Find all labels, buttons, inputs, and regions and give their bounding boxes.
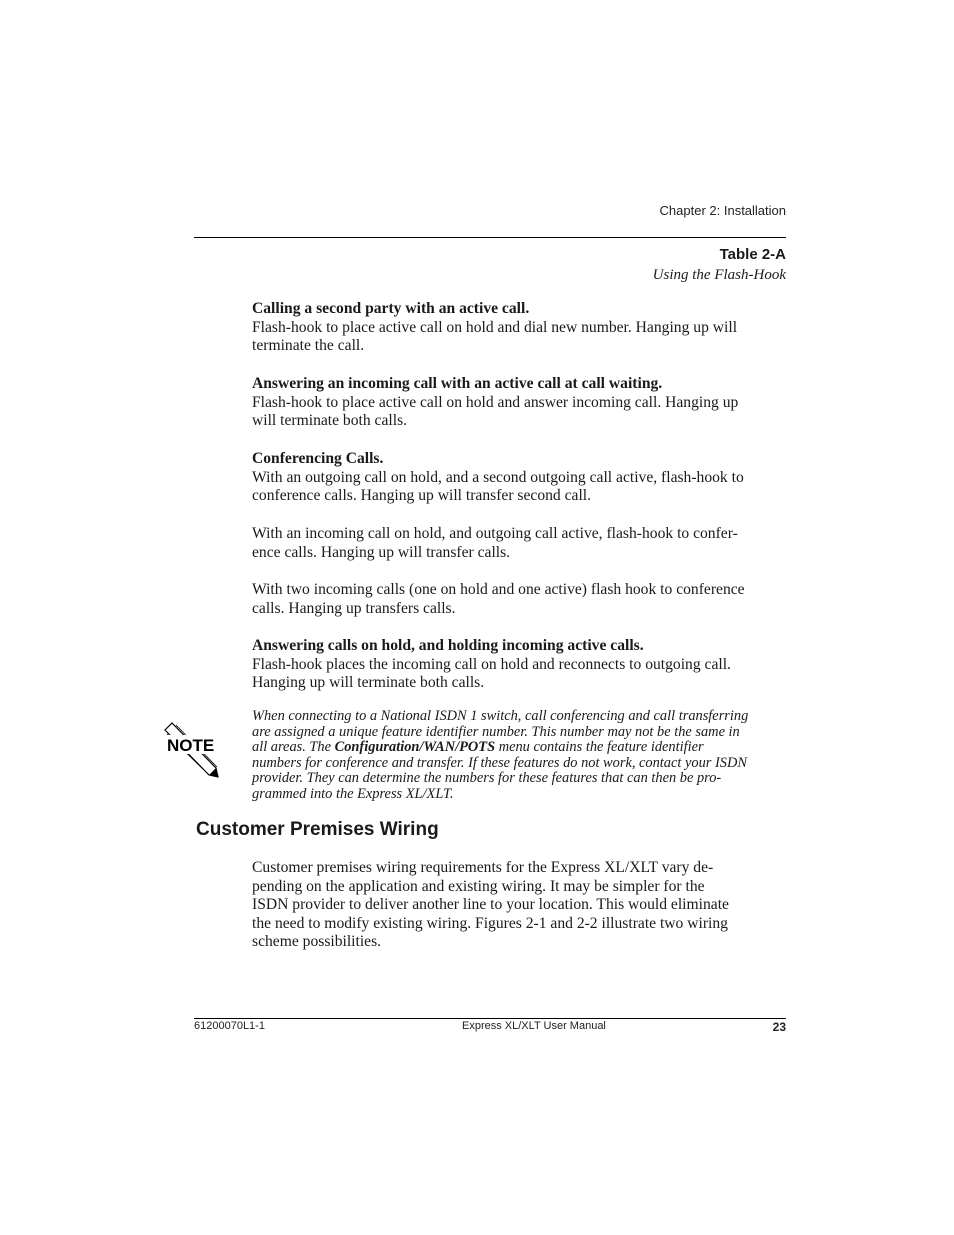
section-heading: Conferencing Calls. xyxy=(252,450,384,467)
footer-doc-number: 61200070L1-1 xyxy=(194,1020,265,1032)
body-line: scheme possibilities. xyxy=(252,933,382,951)
section-heading: Calling a second party with an active call. xyxy=(252,300,530,317)
body-line: Customer premises wiring requirements for the Express XL/XLT vary de- xyxy=(252,859,714,876)
body-line: pending on the application and existing wiring. It may be simpler for the xyxy=(252,877,705,895)
body-line: Flash-hook to place active call on hold and dial new number. Hanging up will xyxy=(252,318,738,336)
header-divider xyxy=(194,237,786,238)
body-line: With two incoming calls (one on hold and one active) flash hook to conference xyxy=(252,581,745,598)
note-line: numbers for conference and transfer. If these features do not work, contact your ISDN xyxy=(252,754,747,771)
note-line: provider. They can determine the numbers for these features that can then be pro- xyxy=(252,770,722,787)
note-line: When connecting to a National ISDN 1 switch, call conferencing and call transferring xyxy=(252,708,749,724)
section-heading: Answering calls on hold, and holding incoming active calls. xyxy=(252,637,644,654)
section-answering-hold xyxy=(252,637,788,693)
note-icon xyxy=(160,718,222,780)
body-line: Hanging up will terminate both calls. xyxy=(252,674,485,692)
body-line: Flash-hook to place active call on hold and answer incoming call. Hanging up xyxy=(252,393,739,411)
running-header: Chapter 2: Installation xyxy=(659,203,786,218)
table-title: Table 2-A xyxy=(719,246,786,263)
footer-divider xyxy=(194,1018,786,1019)
body-line: ence calls. Hanging up will transfer calls. xyxy=(252,543,511,561)
footer-manual-title: Express XL/XLT User Manual xyxy=(462,1020,606,1032)
body-line: calls. Hanging up transfers calls. xyxy=(252,599,456,617)
section-conferencing xyxy=(252,450,788,506)
paragraph-incoming-hold xyxy=(252,525,788,562)
body-line: will terminate both calls. xyxy=(252,412,408,430)
note-line: grammed into the Express XL/XLT. xyxy=(252,785,454,802)
body-line: terminate the call. xyxy=(252,337,365,355)
note-line: are assigned a unique feature identifier number. This number may not be the same in xyxy=(252,723,740,740)
body-line: Flash-hook places the incoming call on hold and reconnects to outgoing call. xyxy=(252,655,731,673)
menu-path: Configuration/WAN/POTS xyxy=(334,739,496,756)
body-line: With an incoming call on hold, and outgoing call active, flash-hook to confer- xyxy=(252,525,738,542)
section-heading: Answering an incoming call with an active call at call waiting. xyxy=(252,375,663,392)
note-text xyxy=(252,709,788,803)
paragraph-two-incoming xyxy=(252,581,788,618)
note-icon-label: NOTE xyxy=(167,736,215,755)
section-call-waiting xyxy=(252,375,788,431)
body-line: ISDN provider to deliver another line to your location. This would eliminate xyxy=(252,896,729,914)
body-line: conference calls. Hanging up will transfer second call. xyxy=(252,487,592,505)
footer-page-number: 23 xyxy=(772,1020,786,1034)
section-second-party xyxy=(252,300,788,356)
paragraph-wiring xyxy=(252,859,788,952)
note-line: all areas. The Configuration/WAN/POTS menu contains the feature identifier xyxy=(252,739,704,756)
table-subtitle: Using the Flash-Hook xyxy=(652,267,786,283)
body-line: With an outgoing call on hold, and a second outgoing call active, flash-hook to xyxy=(252,468,744,486)
section-title-wiring: Customer Premises Wiring xyxy=(196,819,439,840)
body-line: the need to modify existing wiring. Figures 2-1 and 2-2 illustrate two wiring xyxy=(252,914,728,932)
